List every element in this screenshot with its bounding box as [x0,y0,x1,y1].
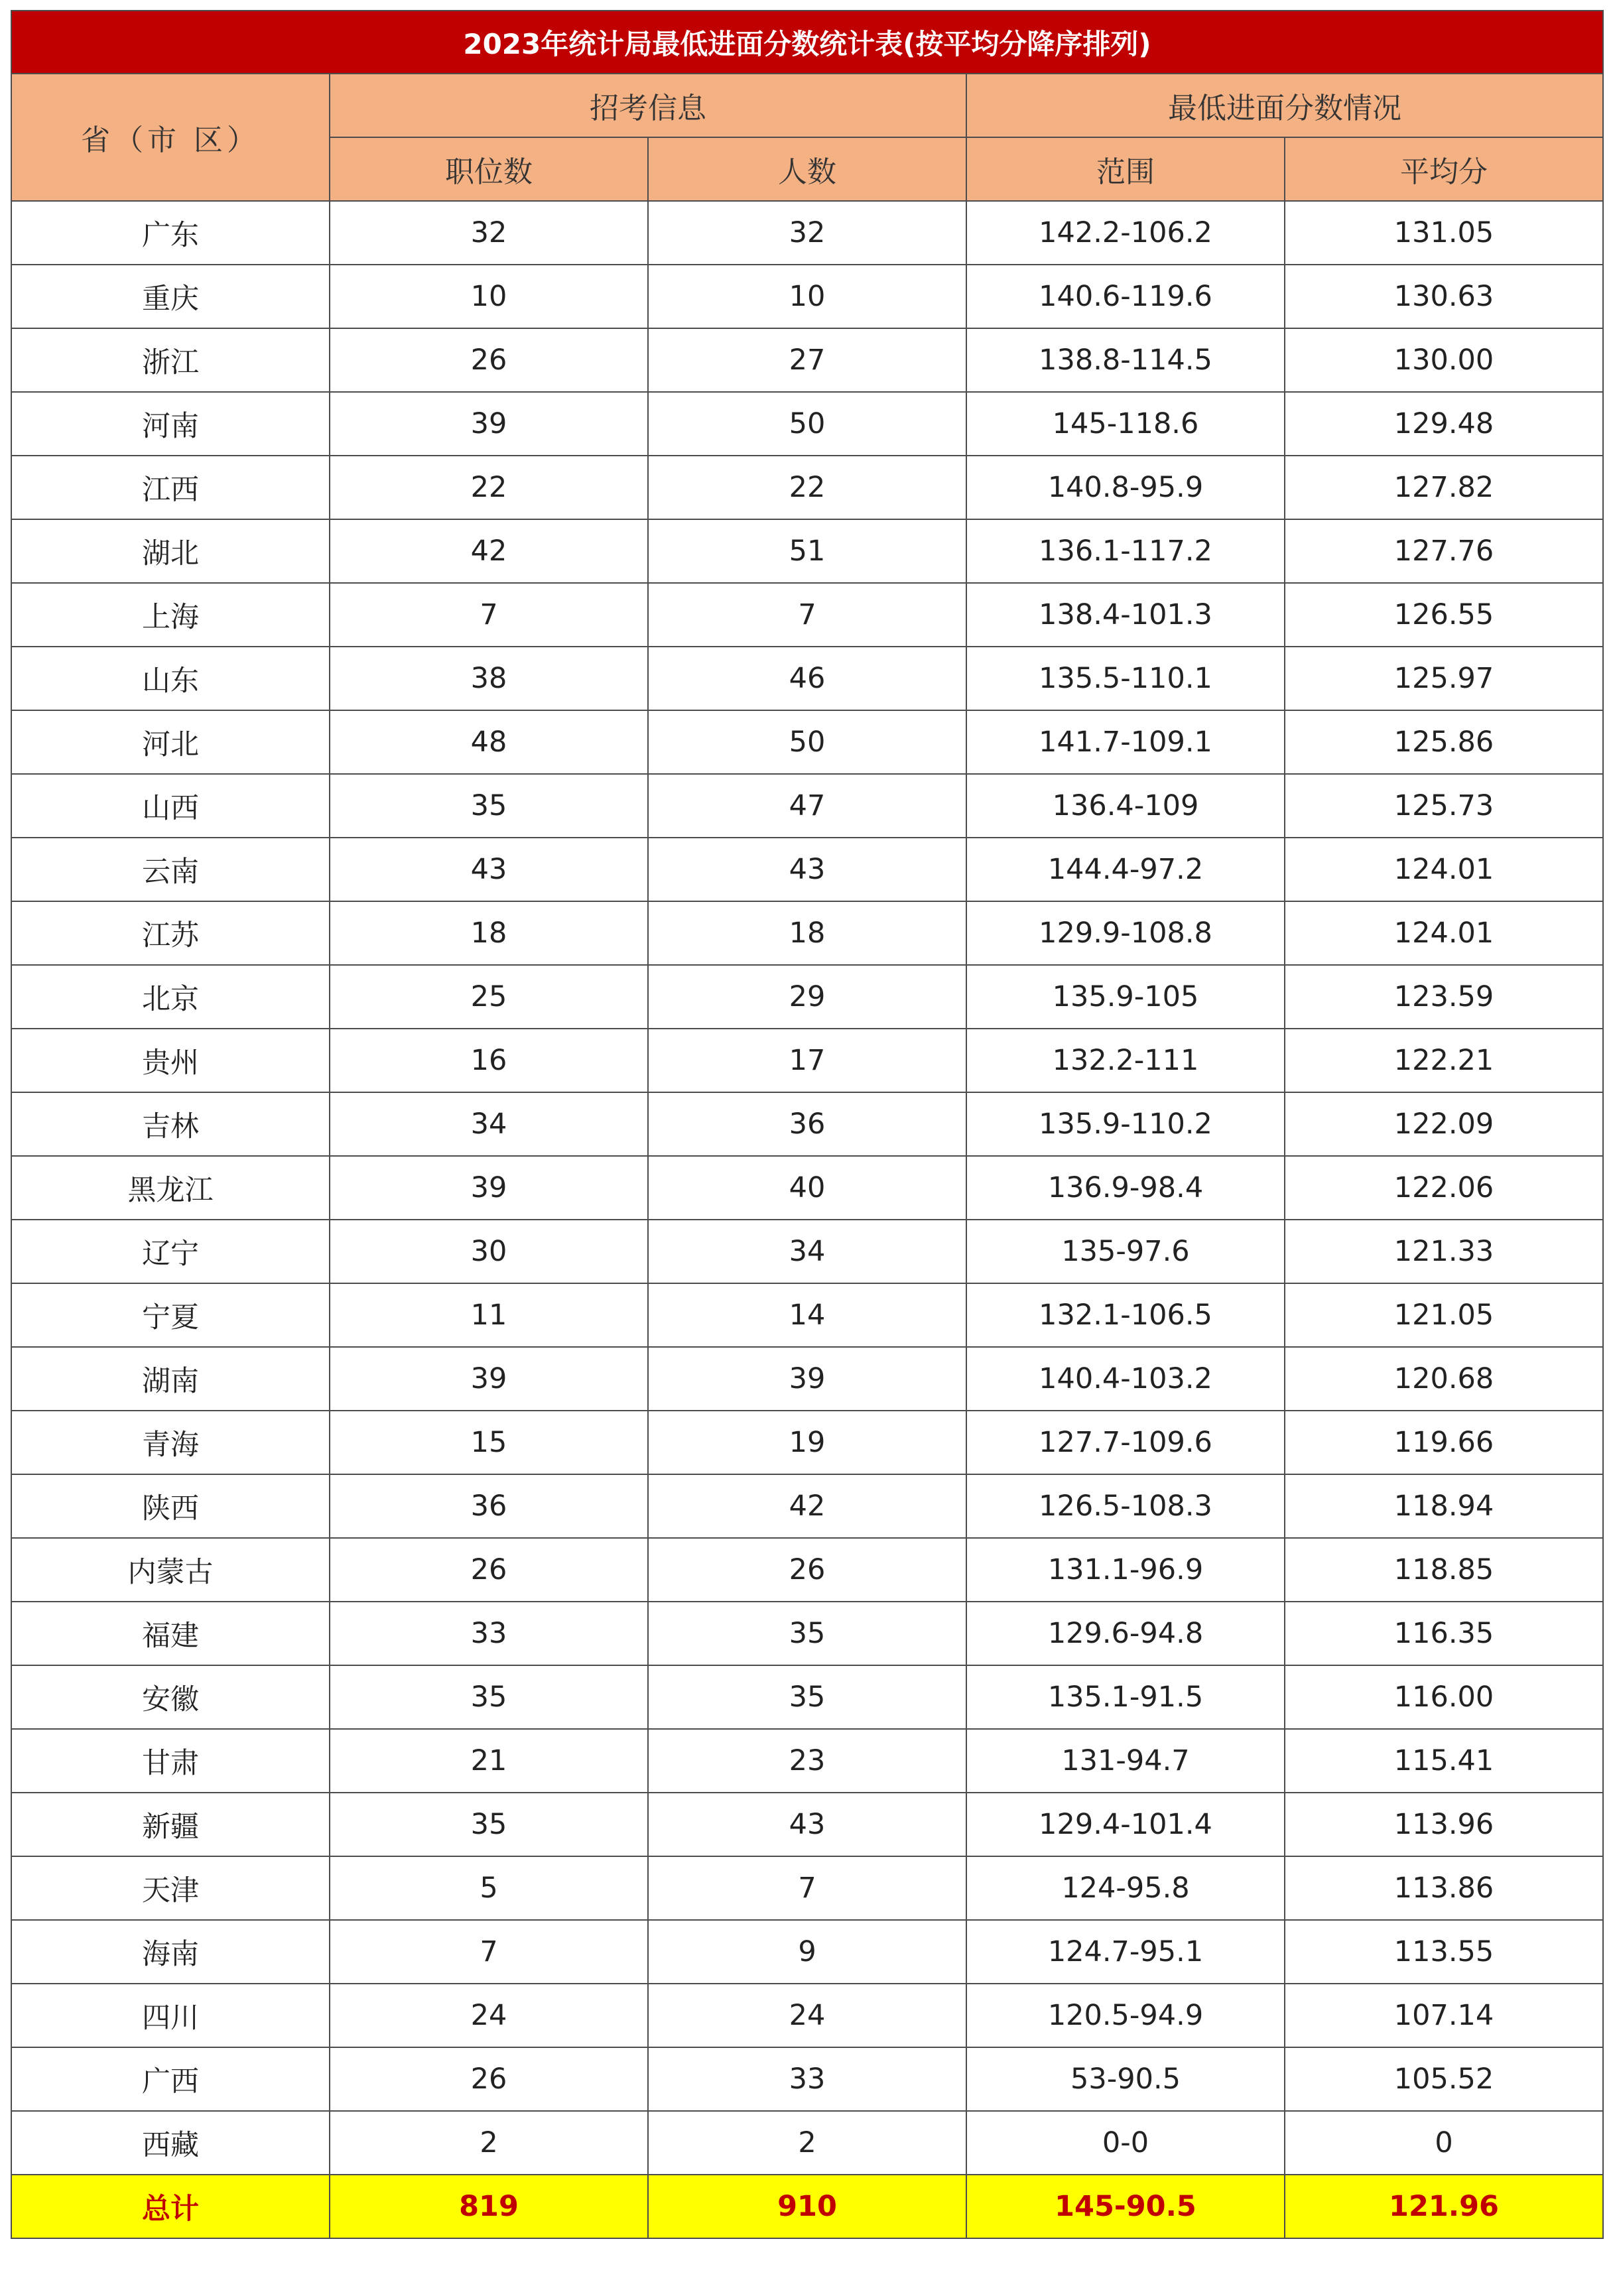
cell-average: 116.35 [1285,1602,1603,1665]
cell-people: 35 [648,1665,966,1729]
cell-province: 山东 [11,647,330,710]
cell-range: 135.5-110.1 [966,647,1285,710]
cell-people: 7 [648,1856,966,1920]
cell-average: 0 [1285,2111,1603,2175]
cell-average: 115.41 [1285,1729,1603,1793]
cell-positions: 25 [330,965,648,1029]
cell-range: 124-95.8 [966,1856,1285,1920]
total-positions: 819 [330,2175,648,2238]
table-row [11,1156,1603,1220]
score-table [11,10,1604,2239]
cell-average: 121.05 [1285,1283,1603,1347]
header-score-info: 最低进面分数情况 [966,74,1603,137]
cell-range: 138.8-114.5 [966,328,1285,392]
cell-range: 132.1-106.5 [966,1283,1285,1347]
table-row [11,1856,1603,1920]
table-row [11,1220,1603,1283]
cell-positions: 39 [330,1347,648,1411]
cell-average: 131.05 [1285,201,1603,265]
cell-people: 14 [648,1283,966,1347]
stats-sheet [11,10,1602,2239]
cell-range: 136.1-117.2 [966,519,1285,583]
cell-people: 24 [648,1984,966,2047]
cell-range: 135.1-91.5 [966,1665,1285,1729]
table-row [11,583,1603,647]
cell-people: 18 [648,901,966,965]
cell-people: 32 [648,201,966,265]
cell-range: 135.9-105 [966,965,1285,1029]
cell-people: 9 [648,1920,966,1984]
cell-positions: 5 [330,1856,648,1920]
cell-people: 50 [648,392,966,456]
cell-province: 山西 [11,774,330,838]
cell-average: 107.14 [1285,1984,1603,2047]
cell-range: 145-118.6 [966,392,1285,456]
cell-people: 7 [648,583,966,647]
table-row [11,1092,1603,1156]
cell-range: 144.4-97.2 [966,838,1285,901]
cell-province: 内蒙古 [11,1538,330,1602]
cell-people: 22 [648,456,966,519]
cell-positions: 26 [330,328,648,392]
cell-positions: 21 [330,1729,648,1793]
cell-positions: 15 [330,1411,648,1474]
cell-province: 贵州 [11,1029,330,1092]
cell-positions: 33 [330,1602,648,1665]
cell-average: 122.06 [1285,1156,1603,1220]
total-average: 121.96 [1285,2175,1603,2238]
cell-positions: 42 [330,519,648,583]
table-title: 2023年统计局最低进面分数统计表(按平均分降序排列) [11,11,1603,74]
cell-province: 西藏 [11,2111,330,2175]
cell-people: 47 [648,774,966,838]
cell-average: 123.59 [1285,965,1603,1029]
total-row [11,2175,1603,2238]
cell-range: 142.2-106.2 [966,201,1285,265]
cell-province: 辽宁 [11,1220,330,1283]
cell-range: 126.5-108.3 [966,1474,1285,1538]
cell-province: 江苏 [11,901,330,965]
table-row [11,456,1603,519]
cell-people: 10 [648,265,966,328]
cell-province: 吉林 [11,1092,330,1156]
cell-province: 北京 [11,965,330,1029]
cell-province: 上海 [11,583,330,647]
cell-range: 138.4-101.3 [966,583,1285,647]
cell-people: 40 [648,1156,966,1220]
cell-average: 105.52 [1285,2047,1603,2111]
cell-province: 青海 [11,1411,330,1474]
cell-average: 122.09 [1285,1092,1603,1156]
table-row [11,1920,1603,1984]
cell-people: 39 [648,1347,966,1411]
header-positions: 职位数 [330,137,648,201]
cell-average: 125.97 [1285,647,1603,710]
header-average: 平均分 [1285,137,1603,201]
cell-range: 129.6-94.8 [966,1602,1285,1665]
cell-average: 113.96 [1285,1793,1603,1856]
cell-positions: 35 [330,1665,648,1729]
cell-people: 34 [648,1220,966,1283]
cell-average: 116.00 [1285,1665,1603,1729]
header-recruit-info: 招考信息 [330,74,966,137]
total-label: 总计 [11,2175,330,2238]
cell-positions: 39 [330,1156,648,1220]
cell-average: 125.86 [1285,710,1603,774]
table-row [11,1602,1603,1665]
table-row [11,1411,1603,1474]
table-row [11,774,1603,838]
table-body [11,201,1603,2175]
table-row [11,838,1603,901]
table-row [11,2111,1603,2175]
cell-people: 42 [648,1474,966,1538]
table-row [11,901,1603,965]
cell-range: 135-97.6 [966,1220,1285,1283]
cell-province: 陕西 [11,1474,330,1538]
cell-province: 重庆 [11,265,330,328]
cell-positions: 7 [330,583,648,647]
table-row [11,710,1603,774]
cell-positions: 39 [330,392,648,456]
cell-range: 136.9-98.4 [966,1156,1285,1220]
cell-province: 海南 [11,1920,330,1984]
total-range: 145-90.5 [966,2175,1285,2238]
cell-province: 江西 [11,456,330,519]
table-row [11,1984,1603,2047]
cell-province: 甘肃 [11,1729,330,1793]
cell-province: 湖北 [11,519,330,583]
header-people: 人数 [648,137,966,201]
cell-range: 131.1-96.9 [966,1538,1285,1602]
cell-people: 33 [648,2047,966,2111]
cell-average: 130.63 [1285,265,1603,328]
cell-province: 安徽 [11,1665,330,1729]
cell-positions: 22 [330,456,648,519]
table-row [11,1283,1603,1347]
cell-positions: 26 [330,2047,648,2111]
cell-average: 113.86 [1285,1856,1603,1920]
cell-average: 125.73 [1285,774,1603,838]
cell-positions: 35 [330,774,648,838]
cell-average: 127.82 [1285,456,1603,519]
cell-people: 29 [648,965,966,1029]
cell-average: 122.21 [1285,1029,1603,1092]
cell-positions: 43 [330,838,648,901]
cell-average: 126.55 [1285,583,1603,647]
cell-range: 140.8-95.9 [966,456,1285,519]
cell-range: 0-0 [966,2111,1285,2175]
cell-people: 17 [648,1029,966,1092]
cell-positions: 11 [330,1283,648,1347]
cell-range: 140.4-103.2 [966,1347,1285,1411]
cell-province: 福建 [11,1602,330,1665]
cell-province: 天津 [11,1856,330,1920]
cell-positions: 35 [330,1793,648,1856]
cell-province: 广西 [11,2047,330,2111]
header-range: 范围 [966,137,1285,201]
cell-average: 113.55 [1285,1920,1603,1984]
cell-average: 129.48 [1285,392,1603,456]
table-row [11,328,1603,392]
table-row [11,1793,1603,1856]
cell-range: 129.9-108.8 [966,901,1285,965]
cell-average: 124.01 [1285,901,1603,965]
cell-average: 118.85 [1285,1538,1603,1602]
cell-average: 121.33 [1285,1220,1603,1283]
cell-range: 132.2-111 [966,1029,1285,1092]
cell-positions: 34 [330,1092,648,1156]
cell-province: 浙江 [11,328,330,392]
cell-province: 河南 [11,392,330,456]
cell-average: 124.01 [1285,838,1603,901]
cell-people: 27 [648,328,966,392]
cell-positions: 30 [330,1220,648,1283]
cell-range: 129.4-101.4 [966,1793,1285,1856]
cell-positions: 36 [330,1474,648,1538]
cell-range: 141.7-109.1 [966,710,1285,774]
table-row [11,965,1603,1029]
table-row [11,647,1603,710]
table-row [11,519,1603,583]
cell-average: 119.66 [1285,1411,1603,1474]
table-row [11,392,1603,456]
cell-positions: 10 [330,265,648,328]
cell-average: 130.00 [1285,328,1603,392]
table-row [11,1474,1603,1538]
cell-people: 35 [648,1602,966,1665]
table-row [11,1729,1603,1793]
cell-people: 51 [648,519,966,583]
cell-people: 2 [648,2111,966,2175]
cell-average: 127.76 [1285,519,1603,583]
cell-average: 120.68 [1285,1347,1603,1411]
cell-province: 广东 [11,201,330,265]
cell-range: 120.5-94.9 [966,1984,1285,2047]
cell-people: 43 [648,838,966,901]
header-province: 省（市 区） [11,74,330,201]
cell-positions: 38 [330,647,648,710]
cell-province: 湖南 [11,1347,330,1411]
table-row [11,1665,1603,1729]
cell-people: 26 [648,1538,966,1602]
cell-people: 46 [648,647,966,710]
cell-positions: 24 [330,1984,648,2047]
cell-positions: 26 [330,1538,648,1602]
cell-province: 四川 [11,1984,330,2047]
cell-range: 127.7-109.6 [966,1411,1285,1474]
cell-positions: 2 [330,2111,648,2175]
cell-province: 云南 [11,838,330,901]
table-row [11,1538,1603,1602]
cell-positions: 16 [330,1029,648,1092]
table-row [11,2047,1603,2111]
cell-average: 118.94 [1285,1474,1603,1538]
cell-positions: 18 [330,901,648,965]
cell-people: 36 [648,1092,966,1156]
cell-people: 50 [648,710,966,774]
cell-range: 136.4-109 [966,774,1285,838]
cell-range: 131-94.7 [966,1729,1285,1793]
cell-range: 53-90.5 [966,2047,1285,2111]
cell-people: 19 [648,1411,966,1474]
table-row [11,1347,1603,1411]
cell-province: 新疆 [11,1793,330,1856]
total-people: 910 [648,2175,966,2238]
table-row [11,1029,1603,1092]
cell-range: 140.6-119.6 [966,265,1285,328]
cell-positions: 48 [330,710,648,774]
cell-positions: 32 [330,201,648,265]
table-row [11,265,1603,328]
cell-province: 宁夏 [11,1283,330,1347]
cell-positions: 7 [330,1920,648,1984]
table-row [11,201,1603,265]
cell-range: 135.9-110.2 [966,1092,1285,1156]
cell-province: 黑龙江 [11,1156,330,1220]
cell-province: 河北 [11,710,330,774]
cell-people: 43 [648,1793,966,1856]
cell-people: 23 [648,1729,966,1793]
cell-range: 124.7-95.1 [966,1920,1285,1984]
